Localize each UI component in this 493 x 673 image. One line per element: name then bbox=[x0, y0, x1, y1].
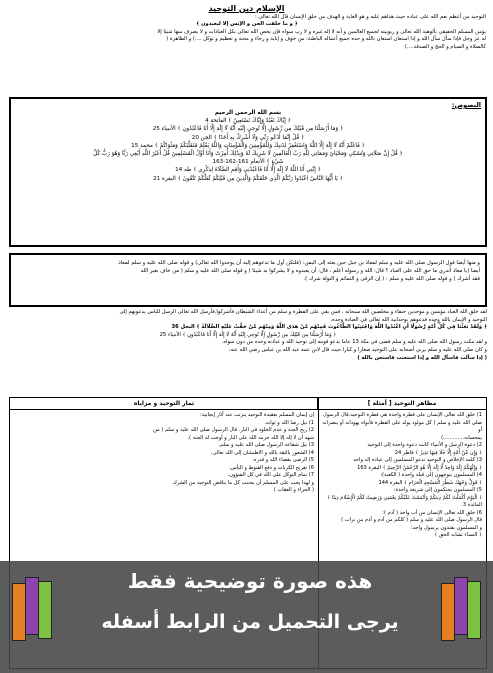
list-item: قال الرسول صلى الله عليه و سلم ( كلكم من آدم و آدم من تراب ) bbox=[341, 517, 482, 523]
download-overlay-banner bbox=[0, 561, 493, 673]
hadith-line: فقد أشرك ) و قوله صلى الله عليه و سلم : ( إن الرقى و التمائم و التولة شرك ). bbox=[303, 276, 480, 282]
list-item: ( الجزاء و العقاب ) bbox=[273, 487, 314, 493]
page-title: الإسلام دين التوحيد bbox=[208, 4, 285, 13]
mid-verse: ﴿ وَمَا أَرْسَلْنَا مِن قَبْلِكَ مِن رَّسُولٍ إِلَّا نُوحِي إِلَيْهِ أَنَّهُ لَا إِلَٰهَ إِلَّا أَنَا فَاعْبُدُونِ ﴾ الأنبياء 25 bbox=[159, 331, 337, 338]
list-item: ﴿ فَوَلِّ وَجْهَكَ شَطْرَ الْمَسْجِدِ الْحَرَامِ ﴾ البقرة 144 bbox=[378, 479, 482, 486]
mid-line: لقد خلق الله العباد مؤمنين و موحدين حنفاء و مخلصين الله سبحانه ، فمن بقي على الفطرة و سلم من أعداء الشيطان فأشركوا.فأرسل الله تعالى الرسل للناس يدعونهم إلى bbox=[119, 309, 487, 315]
verse-line: ﴿ إِيَّاكَ نَعْبُدُ وَإِيَّاكَ نَسْتَعِينُ ﴾ الفاتحة 4 bbox=[205, 118, 291, 125]
column-heading-fruits: ثمار التوحيد و مزاياه bbox=[10, 398, 318, 410]
middle-paragraph bbox=[9, 309, 487, 362]
intro-line: له عز وجل فإذا سأل سأل الله و إذا استعان استعان بالله و حده جميع أعماله الباطنة: من خوف و إنابة و رجاء و محبة و تعظيم و توكل ....) و الظاهرة ( bbox=[166, 36, 486, 43]
books-icon bbox=[12, 575, 56, 645]
list-item: 2) ربح الجنة و عدم الخلود في النار. قال الرسول صلى الله عليه و سلم ( من bbox=[153, 427, 314, 433]
list-item: 5) الرضى بقضاء الله و قدره. bbox=[252, 457, 314, 463]
banner-line-illustration-only: هذه صورة توضيحية فقط bbox=[127, 569, 373, 593]
mid-line: و لقد مكث رسول الله صلى الله عليه و سلم قضى في مكة 13 عاما يدعو قومه إلى توحيد الله و عبادته وحده من دون سواه. bbox=[221, 339, 487, 346]
list-item: صلى الله عليه و سلم ( كل مولود يولد على الفطرة فأبواه يهودانه أو ينصرانه أو bbox=[322, 419, 482, 433]
manifestations-list bbox=[320, 412, 482, 540]
mid-verse: ﴿ وَلَقَدْ بَعَثْنَا فِي كُلِّ أُمَّةٍ رَّسُولًا أَنِ اعْبُدُوا اللَّهَ وَاجْتَنِبُوا الطَّاغُوتَ فَمِنْهُم مَّنْ هَدَى اللَّهُ وَمِنْهُم مَّنْ حَقَّتْ عَلَيْهِ الضَّلَالَةُ ﴾ النحل 36 bbox=[171, 324, 487, 331]
hadith-lines bbox=[16, 259, 480, 283]
intro-line: يؤمن المسلم الحقيقي بألوهية الله تعالى و ربوبيته لجميع العالمين و أنه لا إله غيره و لا رب سواه فإن يخص الله تعالى بكل العبادات و لا يصرف منها شيئا إلا bbox=[157, 28, 486, 35]
list-item: 3) نيل شفاعة الرسول صلى الله عليه و سلم. bbox=[218, 442, 314, 448]
texts-box bbox=[9, 97, 487, 247]
list-item: 3) كلمة الإخلاص و التوحيد تدعو المسلمين إلى عبادة إله واحد bbox=[353, 457, 482, 463]
list-item: 4) الشعور بالثقة بالله و الاطمئنان إلى الله تعالى. bbox=[210, 449, 314, 456]
mid-line: التوحيد و الإيمان بالله وحده فدعوهم بوحدانية الله تعالى في العبادة وحده. bbox=[330, 316, 487, 323]
list-item: ﴿ الْيَوْمَ أَكْمَلْتُ لَكُمْ دِينَكُمْ وَأَتْمَمْتُ عَلَيْكُمْ نِعْمَتِي وَرَضِيتُ لَكُمُ الْإِسْلَامَ دِينًا ﴾ المائدة 3 bbox=[327, 494, 482, 508]
list-item: 1) خلق الله تعالى الإنسان على فطرة واحدة هي فطرة التوحيد.قال الرسول bbox=[323, 412, 482, 418]
books-icon bbox=[437, 575, 481, 645]
list-item: و المسلمون يقتدون برسول واحد: bbox=[410, 524, 482, 531]
mid-line: و كان صلى الله عليه و سلم يربي أصحابه على التوحيد صغارا و كبارا.حيث قال لابن عمه عبد الله بن عباس رضي الله عنه: bbox=[228, 346, 487, 353]
intro-line: التوحيد من أعظم نعم الله على عباده حيث هداهم غليه و هو الغاية و الهدف من خلق الإنسان قال الله تعالى : bbox=[254, 14, 486, 20]
list-item: 6) خلق الله تعالى الإنسان من أب واحد ( آدم ): bbox=[382, 509, 482, 516]
texts-heading: النصوص: bbox=[451, 101, 481, 109]
verse-line: ﴿ فَاعْلَمْ أَنَّهُ لَا إِلَٰهَ إِلَّا اللَّهُ وَاسْتَغْفِرْ لِذَنبِكَ وَلِلْمُؤْمِنِينَ وَالْمُؤْمِنَاتِ وَاللَّهُ يَعْلَمُ مُتَقَلَّبَكُمْ وَمَثْوَاكُمْ ﴾ محمد 15 bbox=[131, 142, 365, 149]
list-item: يمجسانه.............) bbox=[441, 434, 482, 441]
column-heading-manifestations: مظاهر التوحيد [ أمثلة ] bbox=[317, 398, 486, 410]
hadith-line: أيضا (يا معاذ أتدري ما حق الله على العباد ؟ قال: الله و رسوله أعلم ، قال: أن يعبدوه و لا يشركوا به شيئا ) و قوله صلى الله عليه و سلم ( من خاف بغير الله bbox=[140, 268, 480, 274]
list-item: 6) تفريج الكربات و دفع القنوط و اليأس. bbox=[228, 464, 314, 471]
verse-line: ﴿ قُلْ إِنَّ صَلَاتِي وَنُسُكِي وَمَحْيَايَ وَمَمَاتِي لِلَّهِ رَبِّ الْعَالَمِينَ لَا شَرِيكَ لَهُ وَبِذَٰلِكَ أُمِرْتُ وَأَنَا أَوَّلُ الْمُسْلِمِينَ قُلْ أَغَيْرَ اللَّهِ أَبْغِي رَبًّا وَهُوَ رَبُّ كُلِّ bbox=[93, 151, 403, 158]
list-item: شهد أن لا إله إلا الله حرمه الله على النار و أوجب له الجنة ). bbox=[187, 434, 314, 441]
fruits-list bbox=[14, 412, 314, 495]
list-item: ﴿ النساء تشابه الحق ﴾ bbox=[434, 532, 482, 538]
list-item: إن إيمان المسلم بعقيدة التوحيد يترتب عنه آثار إيجابية: bbox=[200, 412, 314, 418]
intro-verse: ﴿ و ما خلقت الجن و الإنس إلا ليعبدون ﴾ bbox=[196, 21, 298, 28]
list-item: 1) نيل رضا الله و ثوابه. bbox=[264, 419, 314, 426]
hadith-line: و منها أيضا قول الرسول صلى الله عليه و سلم لمعاذ بن جبل حين بعثه إلى اليمن: (فلتكن أول ما تدعوهم إليه أن يوحدوا الله تعالى) و قوله صلى الله عليه و سلم لمعاذ bbox=[118, 260, 480, 266]
list-item: 2) دعوة الرسل و الأنبياء كانت دعوة واحدة إلى التوحيد bbox=[367, 442, 482, 448]
mid-line: ( إذا سألت فاسأل الله و إذا استعنت فاستعن بالله ) bbox=[357, 354, 487, 361]
verse-line: ﴿ وَمَا أَرْسَلْنَا مِن قَبْلِكَ مِن رَّسُولٍ إِلَّا نُوحِي إِلَيْهِ أَنَّهُ لَا إِلَٰهَ إِلَّا أَنَا فَاعْبُدُونِ ﴾ الأنبياء 25 bbox=[152, 126, 344, 133]
list-item: ﴿ وَإِلَٰهُكُمْ إِلَٰهٌ وَاحِدٌ لَّا إِلَٰهَ إِلَّا هُوَ الرَّحْمَٰنُ الرَّحِيمُ ﴾ البقرة 163 bbox=[357, 464, 482, 471]
list-item: ﴿ وَإِن مِّنْ أُمَّةٍ إِلَّا خَلَا فِيهَا نَذِيرٌ ﴾ فاطر 24 bbox=[394, 449, 482, 456]
list-item: 7) تمام التوكل على الله في كل الشؤون. bbox=[227, 472, 314, 478]
verse-line: شَيْءٍ ﴾ الأنعام 161-162-163 bbox=[212, 159, 284, 166]
list-item: 5) المسلمون يحتكمون إلى شريعة واحدة: bbox=[393, 487, 482, 493]
list-item: و لهذا يجب على المسلم أن يجتنب كل ما يناقض التوحيد من الشرك bbox=[172, 479, 314, 486]
intro-paragraph bbox=[8, 14, 486, 51]
verse-line: ﴿ إِنَّنِي أَنَا اللَّهُ لَا إِلَٰهَ إِلَّا أَنَا فَاعْبُدْنِي وَأَقِمِ الصَّلَاةَ لِذِكْرِي ﴾ طه 14 bbox=[175, 167, 321, 174]
hadith-box bbox=[9, 253, 487, 307]
verse-line: ﴿ قُلْ إِنَّمَا أَدْعُو رَبِّي وَلَا أُشْرِكُ بِهِ أَحَدًا ﴾ الجن 20 bbox=[191, 134, 305, 141]
verse-line: ﴿ يَا أَيُّهَا النَّاسُ اعْبُدُوا رَبَّكُمُ الَّذِي خَلَقَكُمْ وَالَّذِينَ مِن قَبْلِكُمْ لَعَلَّكُمْ تَتَّقُونَ ﴾ البقرة 21 bbox=[153, 175, 343, 182]
list-item: 4) المسلمون يتوجهون إلى قبلة واحدة ( الكعبة): bbox=[380, 472, 482, 478]
basmala: بسم الله الرحمن الرحيم bbox=[214, 110, 282, 116]
texts-lines bbox=[17, 109, 479, 183]
banner-line-download-link: يرجى التحميل من الرابط أسفله bbox=[101, 611, 399, 633]
intro-line: كالصلاة و الصيام و الحج و الصدقة....) bbox=[404, 43, 486, 50]
